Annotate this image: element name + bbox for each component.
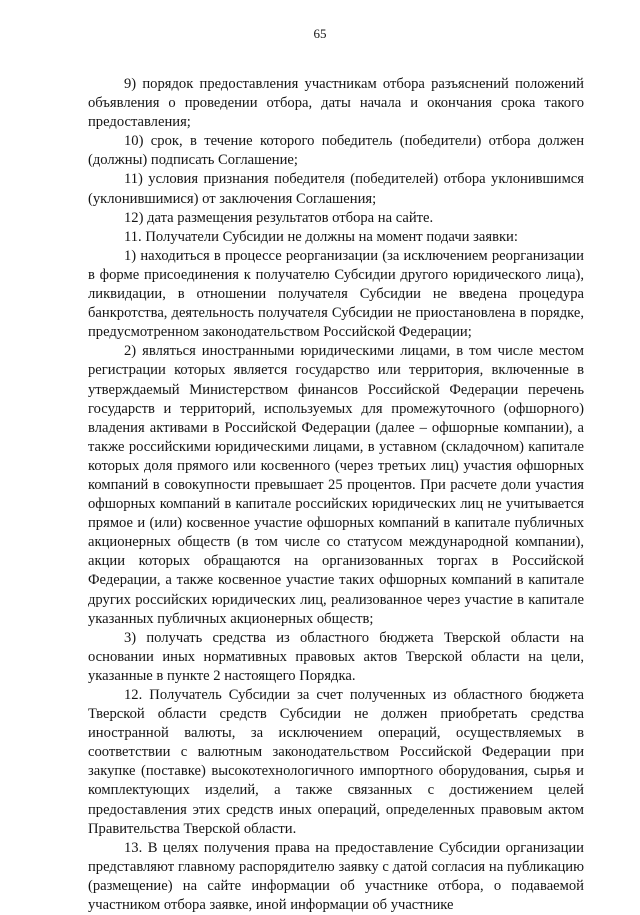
paragraph-clause-11: 11. Получатели Субсидии не должны на момент подачи заявки: bbox=[124, 228, 518, 245]
paragraph-item-12: 12) дата размещения результатов отбора на сайте. bbox=[124, 209, 434, 226]
paragraph-subclause-2: 2) являться иностранными юридическими лицами, в том числе местом регистрации которых является государство или территория, включенные в утверждаемый Министерством финансов Российской Федерации перечень государств и территорий, используемых для промежуточного (офшорного) владения активами в Российской Федерации (далее – офшорные компании), а также российскими юридическими лицами, в уставном (складочном) капитале которых доля прямого или косвенного (через третьих лиц) участия офшорных компаний в совокупности превышает 25 процентов. При расчете доли участия офшорных компаний в капитале российских юридических лиц не учитывается прямое и (или) косвенное участие офшорных компаний в капитале публичных акционерных обществ (в том числе со статусом международной компании), акции которых обращаются на организованных торгах в Российской Федерации, а также косвенное участие таких офшорных компаний в капитале других российских юридических лиц, реализованное через участие в капитале указанных публичных акционерных обществ; bbox=[88, 343, 584, 627]
paragraph-clause-13: 13. В целях получения права на предоставление Субсидии организации представляют главному распорядителю заявку с датой согласия на публикацию (размещение) на сайте информации об участнике отбора, о подаваемой участником отбора заявке, иной информации об участнике bbox=[88, 839, 584, 914]
paragraph-clause-12: 12. Получатель Субсидии за счет полученных из областного бюджета Тверской области средств Субсидии не должен приобретать средства иностранной валюты, за исключением операций, осуществляемых в соответствии с валютным законодательством Российской Федерации при закупке (поставке) высокотехнологичного импортного оборудования, сырья и комплектующих изделий, а также связанных с достижением целей предоставления этих средств иных операций, определенных правовым актом Правительства Тверской области. bbox=[88, 687, 584, 837]
paragraph-subclause-3: 3) получать средства из областного бюджета Тверской области на основании иных нормативных правовых актов Тверской области на цели, указанные в пункте 2 настоящего Порядка. bbox=[88, 629, 584, 684]
document-body bbox=[88, 75, 584, 915]
paragraph-item-10: 10) срок, в течение которого победитель (победители) отбора должен (должны) подписать Соглашение; bbox=[88, 133, 584, 169]
page-number: 65 bbox=[313, 26, 327, 41]
paragraph-item-9: 9) порядок предоставления участникам отбора разъяснений положений объявления о проведении отбора, даты начала и окончания срока такого предоставления; bbox=[88, 76, 584, 131]
paragraph-item-11: 11) условия признания победителя (победителей) отбора уклонившимся (уклонившимися) от заключения Соглашения; bbox=[88, 171, 584, 207]
paragraph-subclause-1: 1) находиться в процессе реорганизации (за исключением реорганизации в форме присоединения к получателю Субсидии другого юридического лица), ликвидации, в отношении получателя Субсидии не введена процедура банкротства, деятельность получателя Субсидии не приостановлена в порядке, предусмотренном законодательством Российской Федерации; bbox=[88, 247, 584, 341]
